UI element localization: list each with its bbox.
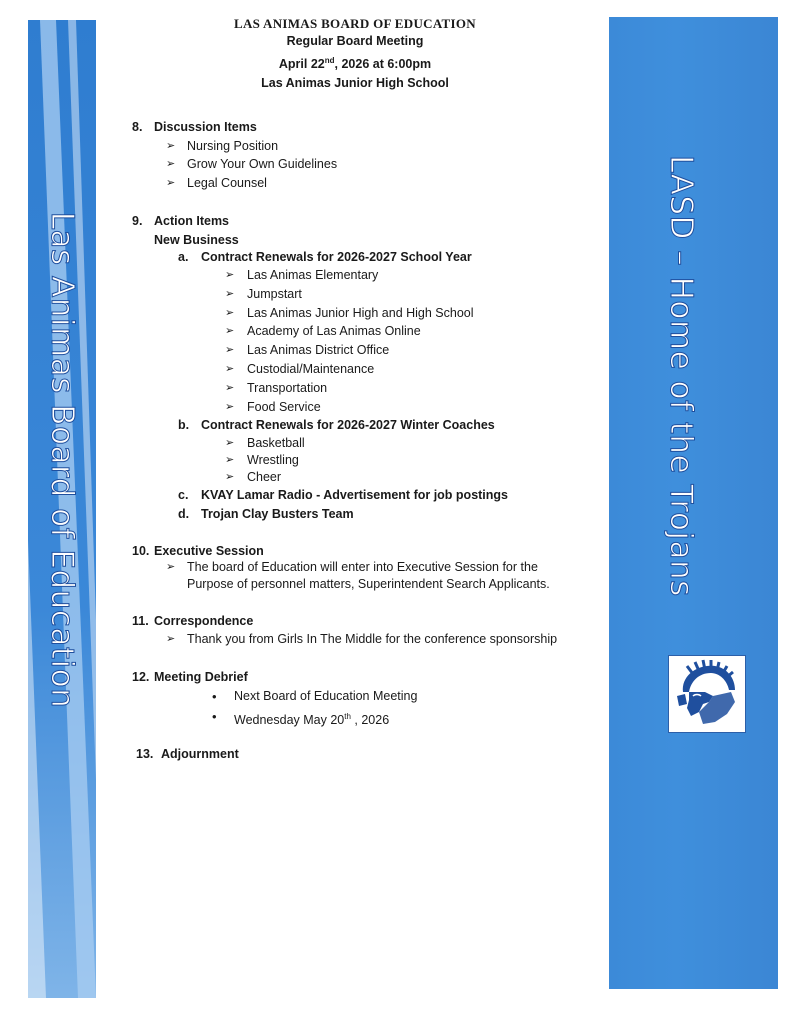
arrow-bullet-icon: ➢ [225, 344, 235, 356]
arrow-bullet-icon: ➢ [225, 269, 235, 281]
list-item: Las Animas District Office [247, 343, 390, 357]
arrow-bullet-icon: ➢ [225, 363, 235, 375]
document-header [180, 16, 530, 93]
arrow-bullet-icon: ➢ [166, 140, 176, 152]
section-13-number: 13. [136, 747, 154, 761]
section-11-title: Correspondence [154, 614, 254, 628]
subsection-a-letter: a. [178, 250, 189, 264]
meeting-date: April 22nd, 2026 at 6:00pm [278, 56, 432, 72]
section-9-title: Action Items [154, 214, 230, 228]
section-10-title: Executive Session [154, 544, 264, 558]
list-item: Academy of Las Animas Online [247, 324, 421, 338]
section-8-number: 8. [132, 120, 143, 134]
arrow-bullet-icon: ➢ [166, 561, 176, 573]
arrow-bullet-icon: ➢ [225, 288, 235, 300]
section-10-text-line-2: Purpose of personnel matters, Superintendent Search Applicants. [187, 577, 550, 591]
arrow-bullet-icon: ➢ [225, 382, 235, 394]
section-10-number: 10. [132, 544, 150, 558]
arrow-bullet-icon: ➢ [225, 454, 235, 466]
organization-name: LAS ANIMAS BOARD OF EDUCATION [233, 16, 476, 31]
section-9-subtitle: New Business [154, 233, 239, 247]
list-item: Jumpstart [247, 287, 302, 301]
list-item: Wrestling [247, 453, 299, 467]
arrow-bullet-icon: ➢ [225, 437, 235, 449]
subsection-b-letter: b. [178, 418, 190, 432]
section-13-title: Adjournment [161, 747, 239, 761]
section-12-title: Meeting Debrief [154, 670, 248, 684]
list-item: Wednesday May 20th , 2026 [234, 712, 390, 728]
dot-bullet-icon: • [212, 709, 217, 724]
trojan-logo [668, 655, 746, 733]
list-item: Thank you from Girls In The Middle for the conference sponsorship [187, 632, 558, 646]
list-item: Food Service [247, 400, 321, 414]
subsection-c-title: KVAY Lamar Radio - Advertisement for job postings [201, 488, 509, 502]
list-item: Transportation [247, 381, 328, 395]
list-item: Legal Counsel [187, 176, 267, 190]
section-9-number: 9. [132, 214, 143, 228]
section-11-number: 11. [132, 614, 149, 628]
right-sidebar-title: LASD – Home of the Trojans [663, 155, 699, 597]
list-item: Nursing Position [187, 139, 279, 153]
meeting-type: Regular Board Meeting [286, 34, 424, 48]
dot-bullet-icon: • [212, 689, 217, 704]
arrow-bullet-icon: ➢ [225, 401, 235, 413]
meeting-location: Las Animas Junior High School [261, 76, 449, 91]
section-10-text-line-1: The board of Education will enter into Executive Session for the [187, 560, 538, 574]
list-item: Grow Your Own Guidelines [187, 157, 338, 171]
arrow-bullet-icon: ➢ [225, 325, 235, 337]
arrow-bullet-icon: ➢ [166, 177, 176, 189]
subsection-b-title: Contract Renewals for 2026-2027 Winter Coaches [201, 418, 495, 432]
arrow-bullet-icon: ➢ [225, 471, 235, 483]
arrow-bullet-icon: ➢ [225, 307, 235, 319]
list-item: Custodial/Maintenance [247, 362, 375, 376]
arrow-bullet-icon: ➢ [166, 158, 176, 170]
list-item: Basketball [247, 436, 305, 450]
arrow-bullet-icon: ➢ [166, 633, 176, 645]
list-item: Next Board of Education Meeting [234, 689, 418, 703]
section-12-number: 12. [132, 670, 150, 684]
list-item: Las Animas Elementary [247, 268, 379, 282]
subsection-d-title: Trojan Clay Busters Team [201, 507, 354, 521]
subsection-a-title: Contract Renewals for 2026-2027 School Year [201, 250, 472, 264]
left-sidebar-title: Las Animas Board of Education [44, 211, 80, 709]
list-item: Las Animas Junior High and High School [247, 306, 474, 320]
subsection-c-letter: c. [178, 488, 189, 502]
section-8-title: Discussion Items [154, 120, 257, 134]
list-item: Cheer [247, 470, 282, 484]
subsection-d-letter: d. [178, 507, 190, 521]
